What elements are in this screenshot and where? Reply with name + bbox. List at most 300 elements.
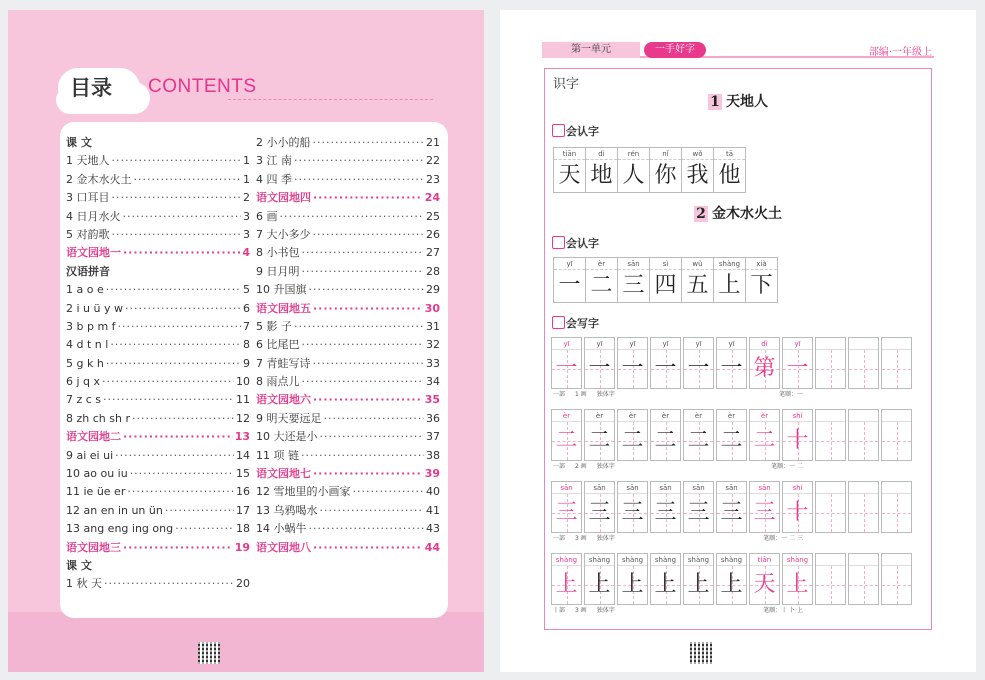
toc-entry-page: 18 [236,522,250,536]
toc-entry-title: 语文园地八 [256,540,311,554]
empty-cell[interactable] [848,409,879,461]
toc-entry[interactable] [66,575,250,593]
stroke-order: 笔顺：丨 卜 上 [763,607,803,614]
toc-entry-title: 4 日月水火 [66,209,121,223]
toc-entry[interactable] [256,152,440,170]
toc-entry[interactable] [256,300,440,318]
read-cell [745,257,778,303]
toc-entry[interactable] [256,502,440,520]
contents-page [8,10,484,672]
leader-dots [309,520,425,538]
toc-entry-page: 29 [426,283,440,297]
toc-entry[interactable] [256,539,440,557]
hanzi: 一 [555,356,578,381]
toc-entry-title: 11 ie üe er [66,485,126,499]
pinyin [882,482,911,494]
write-cell[interactable] [584,337,615,389]
toc-entry[interactable] [256,263,440,281]
char-info-item: 3 画 [575,535,587,542]
hanzi: 三 [622,273,645,298]
toc-entry[interactable] [66,318,250,336]
hanzi-box [618,566,647,604]
hanzi: 五 [686,273,709,298]
hanzi-box [750,422,779,460]
write-cell[interactable] [749,481,780,533]
write-cell[interactable] [650,553,681,605]
write-cell[interactable] [782,553,813,605]
toc-entry-title: 语文园地二 [66,430,121,444]
toc-entry-title: 9 明天要远足 [256,411,322,425]
leader-dots [125,300,241,318]
toc-entry[interactable] [66,428,250,446]
hanzi-box [585,566,614,604]
hanzi: 二 [590,273,613,298]
toc-entry-title: 5 影 子 [256,319,292,333]
toc-entry-title: 3 b p m f [66,319,116,333]
write-cell[interactable] [716,553,747,605]
leader-dots [301,447,424,465]
leader-dots [134,171,242,189]
char-info-item: 丨部 [553,607,566,614]
hanzi-box [816,350,845,388]
write-cell[interactable] [617,553,648,605]
write-cell[interactable] [650,337,681,389]
hanzi-box [717,350,746,388]
pinyin: sān [618,258,649,270]
leader-dots [294,152,424,170]
toc-entry-title: 6 比尾巴 [256,338,300,352]
toc-entry-title: 课 文 [66,136,92,149]
lesson-name: 金木水火土 [712,206,782,222]
pinyin: sān [618,482,647,494]
pinyin: sān [585,482,614,494]
hanzi: 一 [621,356,644,381]
char-info-item: 1 画 [575,391,587,398]
pinyin [849,410,878,422]
hanzi-box [585,422,614,460]
stroke-order: 笔顺：一 二 [771,463,803,470]
toc-entry-title: 3 口耳目 [66,191,110,205]
pinyin: èr [585,410,614,422]
write-cell[interactable] [617,337,648,389]
leader-dots [104,575,234,593]
leader-dots [123,539,233,557]
toc-entry[interactable] [66,447,250,465]
write-cell[interactable] [617,481,648,533]
hanzi: 上 [588,572,611,597]
write-block [551,409,923,473]
leader-dots [127,483,234,501]
pinyin: xià [746,258,777,270]
pinyin: yī [651,338,680,350]
hanzi: 上 [687,572,710,597]
leader-dots [309,281,425,299]
write-cell[interactable] [551,553,582,605]
stroke-order: 笔顺：一 二 三 [763,535,803,542]
read-cell [585,257,618,303]
toc-entry-page: 13 [234,430,250,444]
pinyin: tiān [554,148,585,160]
write-cell[interactable] [683,337,714,389]
hanzi-box [816,422,845,460]
read-cell [585,147,618,193]
hanzi: 十 [786,428,809,453]
pinyin: tiān [750,554,779,566]
hanzi: 上 [621,572,644,597]
write-cell[interactable] [617,409,648,461]
hanzi: 上 [555,572,578,597]
toc-entry[interactable] [256,355,440,373]
toc-panel [60,122,448,618]
toc-entry[interactable] [256,428,440,446]
toc-entry-title: 13 乌鸦喝水 [256,503,318,517]
pinyin: èr [717,410,746,422]
toc-entry-title: 1 秋 天 [66,577,102,591]
hanzi: 二 [555,428,578,453]
write-cell[interactable] [683,553,714,605]
pinyin [849,482,878,494]
toc-entry[interactable] [256,171,440,189]
empty-cell[interactable] [848,553,879,605]
read-grid-1 [553,147,745,193]
empty-cell[interactable] [815,409,846,461]
read-grid-2 [553,257,777,303]
empty-cell[interactable] [848,481,879,533]
hanzi: 十 [786,500,809,525]
toc-entry[interactable] [66,502,250,520]
hanzi: 三 [753,500,776,525]
empty-cell[interactable] [815,337,846,389]
pinyin: wǒ [682,148,713,160]
toc-entry[interactable] [66,465,250,483]
write-block [551,553,923,617]
toc-entry-title: 8 zh ch sh r [66,411,130,425]
pinyin: dì [586,148,617,160]
toc-entry[interactable] [256,226,440,244]
toc-entry-title: 7 z c s [66,393,102,407]
toc-entry-title: 8 小书包 [256,246,300,260]
toc-entry[interactable] [256,520,440,538]
toc-entry-page: 25 [426,209,440,223]
hanzi-box [684,422,713,460]
toc-entry-title: 语文园地五 [256,301,311,315]
toc-entry-page: 36 [426,411,440,425]
tag-write: 会写字 [552,315,599,331]
pinyin [849,554,878,566]
read-cell [713,257,746,303]
toc-entry[interactable] [256,208,440,226]
toc-entry-title: 9 日月明 [256,264,300,278]
hanzi: 他 [718,163,741,188]
pinyin: shí [783,410,812,422]
write-cell[interactable] [551,409,582,461]
toc-entry-title: 10 ao ou iu [66,467,128,481]
toc-entry-title: 3 江 南 [256,154,292,168]
toc-entry-page: 17 [236,503,250,517]
toc-entry[interactable] [66,189,250,207]
toc-entry[interactable] [66,410,250,428]
char-info-item: 一部 [553,391,566,398]
empty-cell[interactable] [881,337,912,389]
hanzi: 三 [654,500,677,525]
hanzi: 三 [555,500,578,525]
toc-entry[interactable] [256,391,440,409]
toc-entry-page: 1 [243,154,250,168]
pinyin: èr [750,410,779,422]
hanzi-box [882,494,911,532]
pinyin: èr [651,410,680,422]
toc-entry-page: 3 [243,227,250,241]
leader-dots [115,447,234,465]
pinyin: yī [717,338,746,350]
pinyin: yī [783,338,812,350]
pinyin: sān [750,482,779,494]
pinyin: yī [684,338,713,350]
write-grid [551,481,923,533]
write-cell[interactable] [683,409,714,461]
write-cell[interactable] [782,481,813,533]
toc-entry-title: 8 雨点儿 [256,375,300,389]
toc-entry-title: 汉语拼音 [66,264,110,278]
title-divider [228,99,433,100]
hanzi: 二 [720,428,743,453]
empty-cell[interactable] [881,481,912,533]
char-info [551,605,923,617]
hanzi: 二 [588,428,611,453]
hanzi: 二 [621,428,644,453]
empty-cell[interactable] [815,481,846,533]
pinyin: shàng [552,554,581,566]
pinyin: rén [618,148,649,160]
leader-dots [112,226,242,244]
toc-entry[interactable] [256,465,440,483]
pinyin [849,338,878,350]
toc-entry[interactable] [66,539,250,557]
toc-entry[interactable] [66,281,250,299]
toc-entry[interactable] [66,300,250,318]
toc-entry-page: 1 [243,172,250,186]
hanzi-box [816,566,845,604]
toc-entry-page: 32 [426,338,440,352]
read-cell [617,257,650,303]
toc-entry[interactable] [66,483,250,501]
toc-entry[interactable] [66,373,250,391]
toc-entry-title: 7 青蛙写诗 [256,356,311,370]
write-grid [551,337,923,389]
char-info-item: 2 画 [575,463,587,470]
pinyin [882,410,911,422]
toc-entry[interactable] [66,171,250,189]
hanzi: 你 [654,163,677,188]
toc-entry-title: 12 雪地里的小画家 [256,485,351,499]
hanzi-box [585,494,614,532]
leader-dots [302,336,425,354]
toc-entry[interactable] [66,336,250,354]
toc-entry[interactable] [66,152,250,170]
toc-entry[interactable] [66,391,250,409]
toc-entry[interactable] [256,483,440,501]
toc-entry-page: 15 [236,467,250,481]
toc-entry[interactable] [66,520,250,538]
pinyin [882,338,911,350]
toc-entry[interactable] [66,244,250,262]
write-cell[interactable] [584,481,615,533]
toc-entry[interactable] [256,447,440,465]
hanzi: 地 [590,163,613,188]
write-cell[interactable] [749,409,780,461]
pinyin: èr [586,258,617,270]
lesson-2-title [545,203,931,223]
hanzi-box [618,422,647,460]
write-grid [551,553,923,605]
page-footer-band [8,612,484,672]
write-cell[interactable] [782,337,813,389]
toc-entry-page: 21 [426,136,440,149]
char-info-item: 一部 [553,463,566,470]
leader-dots [123,208,242,226]
read-cell [649,147,682,193]
write-cell[interactable] [650,481,681,533]
toc-entry-title: 语文园地四 [256,191,311,205]
write-cell[interactable] [716,481,747,533]
toc-entry-page: 5 [243,283,250,297]
pinyin: shí [783,482,812,494]
leader-dots [106,355,241,373]
tag-read-2: 会认字 [552,235,599,251]
hanzi-box [717,422,746,460]
toc-entry-title: 4 四 季 [256,172,292,186]
lesson-name: 天地人 [726,94,768,110]
pinyin: shàng [585,554,614,566]
char-info-item: 独体字 [596,607,615,614]
unit-label: 第一单元 [542,42,640,58]
toc-entry-page: 44 [424,540,440,554]
write-cell[interactable] [782,409,813,461]
toc-entry[interactable] [256,244,440,262]
write-grid [551,409,923,461]
toc-entry-title: 10 升国旗 [256,283,307,297]
leader-dots [324,410,425,428]
hanzi-box [750,350,779,388]
toc-entry[interactable] [256,189,440,207]
leader-dots [302,373,425,391]
toc-entry[interactable] [66,134,250,152]
toc-entry-title: 5 g k h [66,356,104,370]
write-cell[interactable] [683,481,714,533]
hanzi: 人 [622,163,645,188]
hanzi-box [552,422,581,460]
leader-dots [313,465,423,483]
toc-entry[interactable] [66,208,250,226]
write-cell[interactable] [551,337,582,389]
hanzi-box [882,350,911,388]
hanzi: 三 [720,500,743,525]
leader-dots [112,152,242,170]
leader-dots [165,502,234,520]
pinyin [816,554,845,566]
toc-entry[interactable] [256,373,440,391]
empty-cell[interactable] [881,553,912,605]
leader-dots [313,355,425,373]
toc-entry[interactable] [66,557,250,575]
write-cell[interactable] [716,409,747,461]
toc-entry-page: 35 [424,393,440,407]
toc-entry-title: 课 文 [66,558,92,572]
char-info-item: 独体字 [596,535,615,542]
toc-entry-page: 12 [236,411,250,425]
empty-cell[interactable] [815,553,846,605]
toc-entry-title: 10 大还是小 [256,430,318,444]
toc-entry[interactable] [256,134,440,152]
toc-entry-title: 13 ang eng ing ong [66,522,174,536]
leader-dots [132,410,234,428]
toc-entry-page: 40 [426,485,440,499]
pinyin: sān [684,482,713,494]
hanzi: 二 [753,428,776,453]
char-info [551,533,923,545]
toc-entry-title: 14 小蜗牛 [256,522,307,536]
toc-entry-page: 41 [426,503,440,517]
leader-dots [123,244,240,262]
toc-entry-page: 7 [243,319,250,333]
toc-entry-title: 11 项 链 [256,448,299,462]
pinyin: shàng [717,554,746,566]
toc-entry-page: 22 [426,154,440,168]
toc-entry[interactable] [66,226,250,244]
toc-entry[interactable] [256,410,440,428]
leader-dots [313,391,423,409]
read-cell [713,147,746,193]
empty-cell[interactable] [881,409,912,461]
qr-code-icon [198,642,220,664]
write-cell[interactable] [584,409,615,461]
write-cell[interactable] [584,553,615,605]
write-cell[interactable] [749,553,780,605]
toc-entry-page: 6 [243,301,250,315]
read-cell [553,147,586,193]
hanzi: 上 [786,572,809,597]
toc-entry[interactable] [256,281,440,299]
page-header [542,42,934,58]
toc-entry-page: 4 [242,246,250,260]
pinyin: sān [717,482,746,494]
pinyin: shàng [651,554,680,566]
toc-entry[interactable] [256,336,440,354]
hanzi: 三 [687,500,710,525]
toc-entry-page: 43 [426,522,440,536]
empty-cell[interactable] [848,337,879,389]
pinyin: dì [750,338,779,350]
write-cell[interactable] [551,481,582,533]
leader-dots [313,134,425,152]
toc-entry-page: 31 [426,319,440,333]
toc-entry-title: 2 i u ü y w [66,301,123,315]
hanzi: 一 [687,356,710,381]
lesson-number: 1 [708,94,722,110]
hanzi-box [750,566,779,604]
toc-entry[interactable] [256,318,440,336]
write-cell[interactable] [716,337,747,389]
write-cell[interactable] [650,409,681,461]
write-cell[interactable] [749,337,780,389]
hanzi: 二 [687,428,710,453]
toc-entry[interactable] [66,263,250,281]
toc-entry-page: 24 [424,191,440,205]
toc-entry[interactable] [66,355,250,373]
hanzi: 上 [718,273,741,298]
read-cell [617,147,650,193]
hanzi-box [717,494,746,532]
